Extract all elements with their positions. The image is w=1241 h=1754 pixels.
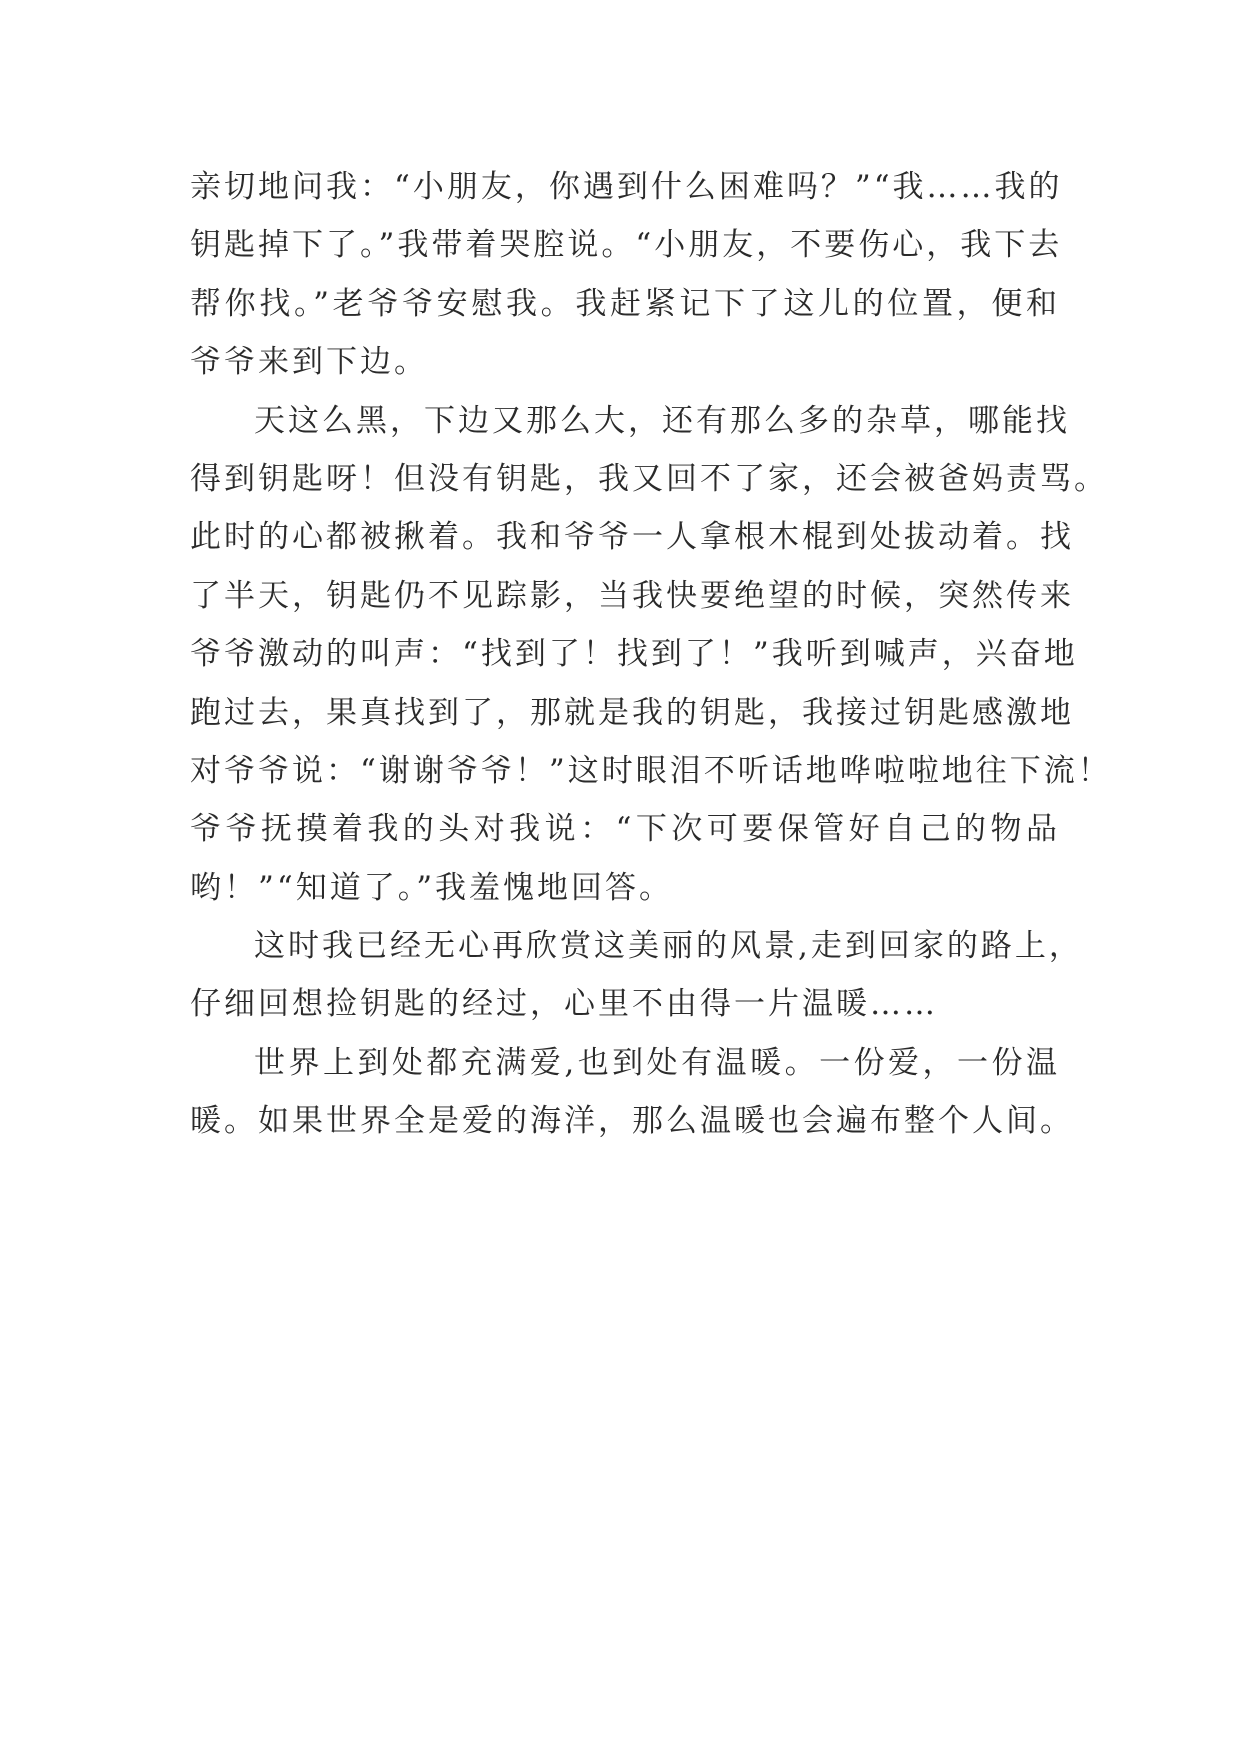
paragraph-4 (190, 1034, 1074, 1151)
text-line: 这时我已经无心再欣赏这美丽的风景,走到回家的路上， (254, 928, 1083, 965)
text-line: 哟！”“知道了。”我羞愧地回答。 (190, 869, 674, 906)
text-line: 跑过去，果真找到了，那就是我的钥匙，我接过钥匙感激地 (190, 694, 1074, 731)
text-line: 帮你找。”老爷爷安慰我。我赶紧记下了这儿的位置，便和 (190, 285, 1060, 322)
text-line: 亲切地问我：“小朋友，你遇到什么困难吗？”“我……我的 (190, 169, 1063, 205)
text-line: 此时的心都被揪着。我和爷爷一人拿根木棍到处拔动着。找 (190, 519, 1074, 556)
text-line: 爷爷来到下边。 (190, 344, 428, 381)
paragraph-2 (190, 392, 1112, 918)
text-line: 爷爷抚摸着我的头对我说：“下次可要保管好自己的物品 (190, 811, 1060, 848)
text-line: 暖。如果世界全是爱的海洋，那么温暖也会遍布整个人间。 (190, 1103, 1074, 1140)
text-line: 钥匙掉下了。”我带着哭腔说。“小朋友，不要伤心，我下去 (190, 227, 1063, 264)
text-line: 天这么黑，下边又那么大，还有那么多的杂草，哪能找 (254, 402, 1070, 439)
text-line: 爷爷激动的叫声：“找到了！找到了！”我听到喊声，兴奋地 (190, 636, 1078, 673)
essay-body (190, 158, 1112, 1151)
text-line: 得到钥匙呀！但没有钥匙，我又回不了家，还会被爸妈责骂。 (190, 460, 1108, 497)
paragraph-3 (190, 917, 1083, 1034)
text-line: 对爷爷说：“谢谢爷爷！”这时眼泪不听话地哗啦啦地往下流！ (190, 752, 1112, 789)
text-line: 仔细回想捡钥匙的经过，心里不由得一片温暖…… (190, 986, 938, 1023)
text-line: 了半天，钥匙仍不见踪影，当我快要绝望的时候，突然传来 (190, 577, 1074, 614)
text-line: 世界上到处都充满爱,也到处有温暖。一份爱，一份温 (254, 1044, 1060, 1081)
paragraph-1 (190, 158, 1063, 392)
